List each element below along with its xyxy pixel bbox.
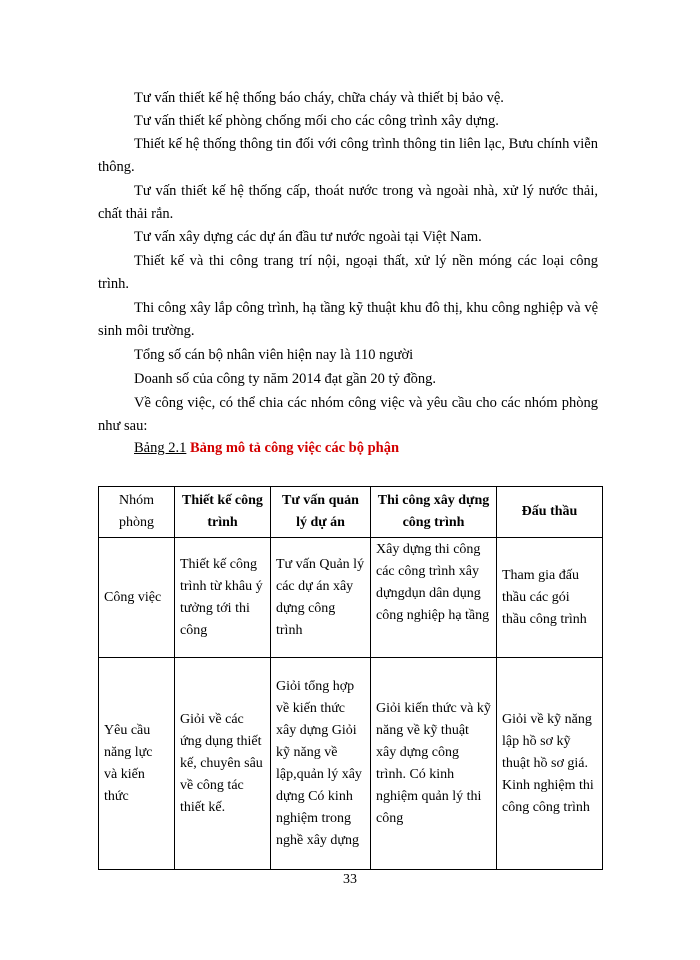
table-cell: Xây dựng thi công các công trình xây dựngdụn dân dụng công nghiệp hạ tầng	[371, 538, 497, 658]
page-number: 33	[343, 872, 357, 887]
table-caption-number: Bảng 2.1	[134, 440, 187, 456]
header-group: Nhóm phòng	[99, 487, 175, 538]
table-caption-title: Bảng mô tả công việc các bộ phận	[189, 440, 400, 456]
table-cell: Giỏi về các ứng dụng thiết kế, chuyên sâu về công tác thiết kế.	[175, 658, 271, 870]
table-header-row	[99, 487, 603, 538]
table-cell: Giỏi kiến thức và kỹ năng về kỹ thuật xây dựng công trình. Có kinh nghiệm quản lý thi công	[371, 658, 497, 870]
paragraph-work-groups: Về công việc, có thể chia các nhóm công việc và yêu cầu cho các nhóm phòng như sau:	[98, 395, 598, 434]
header-construction: Thi công xây dựng công trình	[371, 487, 497, 538]
table-cell: Giỏi tổng hợp về kiến thức xây dựng Giỏi kỹ năng về lập,quản lý xây dựng Có kinh nghiệm trong nghề xây dựng	[271, 658, 371, 870]
table-row	[99, 658, 603, 870]
paragraph-construction: Thi công xây lắp công trình, hạ tầng kỹ thuật khu đô thị, khu công nghiệp và vệ sinh môi trường.	[98, 300, 598, 339]
table-cell: Tư vấn Quản lý các dự án xây dựng công trình	[271, 538, 371, 658]
paragraph-water: Tư vấn thiết kế hệ thống cấp, thoát nước trong và ngoài nhà, xử lý nước thải, chất thải rắn.	[98, 183, 598, 222]
paragraph-staff-count: Tổng số cán bộ nhân viên hiện nay là 110 người	[134, 347, 414, 363]
paragraph-revenue: Doanh số của công ty năm 2014 đạt gần 20 tỷ đồng.	[134, 371, 437, 387]
row-label-work: Công việc	[99, 538, 175, 658]
job-description-table	[98, 486, 603, 870]
table-cell: Thiết kế công trình từ khâu ý tưởng tới thi công	[175, 538, 271, 658]
row-label-requirements: Yêu cầu năng lực và kiến thức	[99, 658, 175, 870]
paragraph-interior: Thiết kế và thi công trang trí nội, ngoại thất, xử lý nền móng các loại công trình.	[98, 253, 598, 292]
header-consulting: Tư vấn quản lý dự án	[271, 487, 371, 538]
paragraph-foreign-investment: Tư vấn xây dựng các dự án đầu tư nước ngoài tại Việt Nam.	[134, 229, 482, 245]
table-cell: Giỏi về kỹ năng lập hồ sơ kỹ thuật hồ sơ giá. Kinh nghiệm thi công công trình	[497, 658, 603, 870]
paragraph-telecom: Thiết kế hệ thống thông tin đối với công trình thông tin liên lạc, Bưu chính viễn thông.	[98, 136, 598, 175]
paragraph-termite: Tư vấn thiết kế phòng chống mối cho các công trình xây dựng.	[134, 113, 499, 129]
table-caption	[134, 440, 399, 457]
header-bidding: Đấu thầu	[497, 487, 603, 538]
paragraph-fire-safety: Tư vấn thiết kế hệ thống báo cháy, chữa cháy và thiết bị bảo vệ.	[134, 90, 504, 106]
table-cell: Tham gia đấu thầu các gói thầu công trình	[497, 538, 603, 658]
header-design: Thiết kế công trình	[175, 487, 271, 538]
table-row	[99, 538, 603, 658]
